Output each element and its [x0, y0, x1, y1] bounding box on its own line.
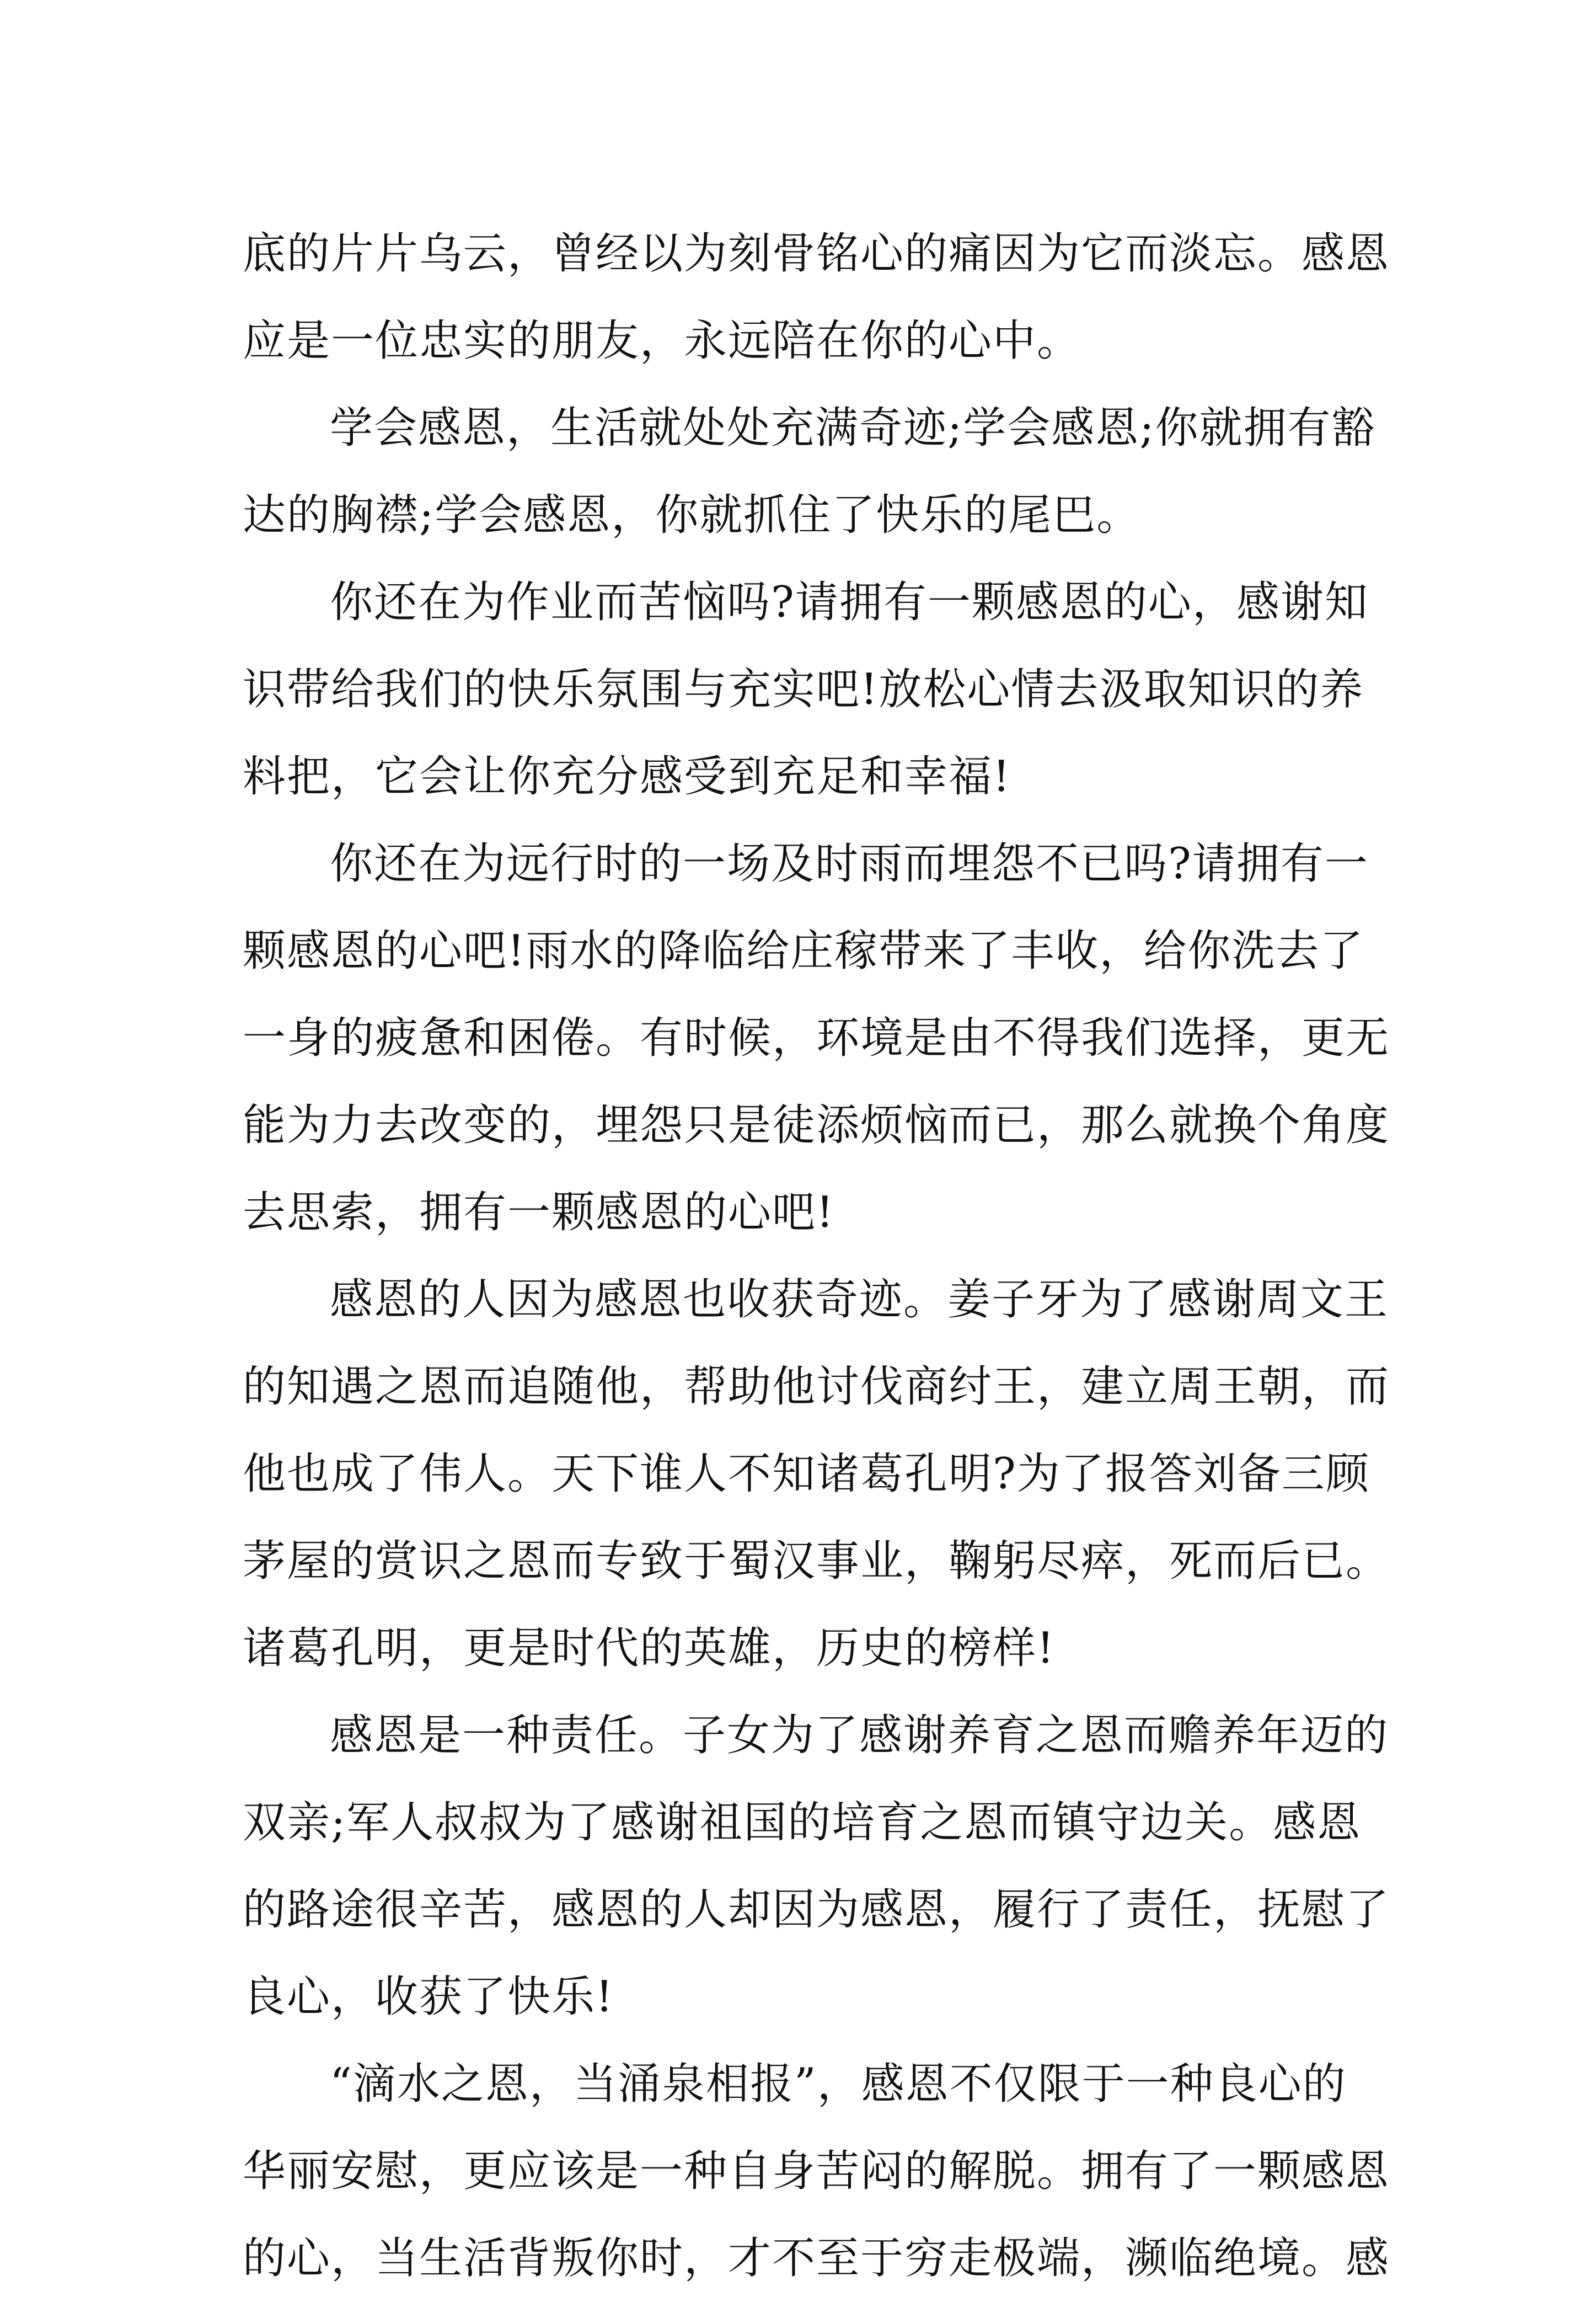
text-line: 的路途很辛苦，感恩的人却因为感恩，履行了责任，抚慰了: [243, 1885, 1390, 1935]
text-line: 的心，当生活背叛你时，才不至于穷走极端，濒临绝境。感: [243, 2234, 1390, 2283]
text-line: 良心，收获了快乐!: [243, 1972, 614, 2022]
text-line: 你还在为远行时的一场及时雨而埋怨不已吗?请拥有一: [330, 839, 1369, 889]
text-line: “滴水之恩，当涌泉相报”，感恩不仅限于一种良心的: [330, 2059, 1347, 2109]
text-line: 颗感恩的心吧!雨水的降临给庄稼带来了丰收，给你洗去了: [243, 926, 1364, 976]
text-line: 达的胸襟;学会感恩，你就抓住了快乐的尾巴。: [243, 490, 1141, 540]
text-line: 识带给我们的快乐氛围与充实吧!放松心情去汲取知识的养: [243, 665, 1364, 714]
text-line: 一身的疲惫和困倦。有时候，环境是由不得我们选择，更无: [243, 1013, 1390, 1063]
text-line: 华丽安慰，更应该是一种自身苦闷的解脱。拥有了一颗感恩: [243, 2146, 1390, 2196]
body-text: [243, 210, 1390, 2302]
text-line: 底的片片乌云，曾经以为刻骨铭心的痛因为它而淡忘。感恩: [243, 229, 1390, 279]
text-line: 学会感恩，生活就处处充满奇迹;学会感恩;你就拥有豁: [330, 403, 1376, 453]
text-line: 双亲;军人叔叔为了感谢祖国的培育之恩而镇守边关。感恩: [243, 1798, 1362, 1847]
text-line: 的知遇之恩而追随他，帮助他讨伐商纣王，建立周王朝，而: [243, 1362, 1390, 1412]
text-line: 你还在为作业而苦恼吗?请拥有一颗感恩的心，感谢知: [330, 578, 1369, 627]
text-line: 料把，它会让你充分感受到充足和幸福!: [243, 752, 1011, 802]
text-line: 他也成了伟人。天下谁人不知诸葛孔明?为了报答刘备三顾: [243, 1449, 1370, 1499]
text-line: 诸葛孔明，更是时代的英雄，历史的榜样!: [243, 1623, 1056, 1673]
text-line: 茅屋的赏识之恩而专致于蜀汉事业，鞠躬尽瘁，死而后已。: [243, 1536, 1390, 1586]
text-line: 去思索，拥有一颗感恩的心吧!: [243, 1188, 835, 1237]
text-line: 感恩是一种责任。子女为了感谢养育之恩而赡养年迈的: [330, 1711, 1389, 1760]
text-line: 感恩的人因为感恩也收获奇迹。姜子牙为了感谢周文王: [330, 1275, 1389, 1324]
text-line: 应是一位忠实的朋友，永远陪在你的心中。: [243, 316, 1081, 366]
text-line: 能为力去改变的，埋怨只是徒添烦恼而已，那么就换个角度: [243, 1101, 1390, 1150]
